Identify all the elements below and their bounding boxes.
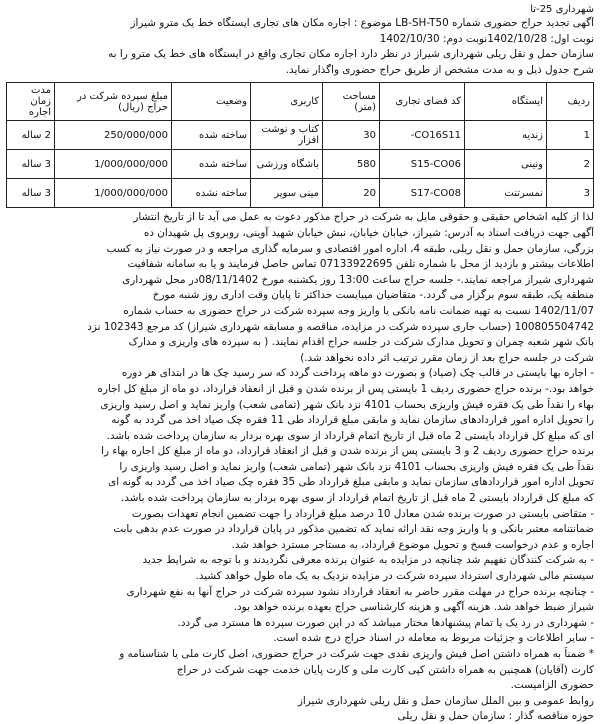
body-line: که مبلغ کل قرارداد بایستی 2 ماه قبل از تاریخ اتمام قرارداد از سوی بهره بردار به سازمان پرداخت شده باشد. xyxy=(120,492,594,505)
cell-row-no: 3 xyxy=(547,179,594,208)
cell-deposit: 1/000/000/000 xyxy=(55,150,172,179)
cell-lease-term: 2 ساله xyxy=(7,121,55,150)
body-line: حضوری الزامیست. xyxy=(510,679,594,692)
body-line: - به شرکت کنندگان تفهیم شد چنانچه در مزایده به عنوان برنده معرفی نگردیدند و با توجه به شرایط جدید xyxy=(142,554,594,567)
table-header-row xyxy=(7,83,594,121)
body-line: اجاره و عدم درخواست فسخ و تحویل موضوع قرارداد، به مستاجر مسترد خواهد شد. xyxy=(231,538,594,551)
body-line: اطلاعات بیشتر و بازدید از محل با شماره تلفن 07133922695 تماس حاصل فرمایند و یا به سامانه شفافیت xyxy=(127,258,594,271)
cell-status: ساخته شده xyxy=(172,150,251,179)
body-line: * ضمناً به همراه داشتن اصل فیش واریزی نقدی جهت شرکت در حراج حضوری، اصل کارت ملی یا شناسنامه و xyxy=(119,648,594,660)
cell-row-no: 1 xyxy=(547,121,594,150)
body-line: کارت (آقایان) همچنین به همراه داشتن کپی کارت ملی و کارت پایان خدمت جهت شرکت در حراج xyxy=(176,663,594,676)
body-line: - چنانچه برنده حراج در مهلت مقرر حاضر به انعقاد قرارداد نشود سپرده شرکت در حراج آنها به نفع شهرداری xyxy=(126,585,594,598)
body-line: برنده حراج حضوری ردیف 2 و 3 بایستی پس از برنده شدن و قبل از انعقاد قرارداد، دو ماه از مبلغ کل اجاره بهاء را xyxy=(101,445,594,458)
cell-status: ساخته نشده xyxy=(172,179,251,208)
col-header-row-no: ردیف xyxy=(547,83,594,121)
intro-text-2: شرح جدول ذیل و به مدت مشخص از طریق حراج حضوری واگذار نماید. xyxy=(285,63,594,76)
publication-dates: نوبت اول: 1402/10/28نوبت دوم: 1402/10/30 xyxy=(379,32,594,45)
body-line: 100805504742 (حساب جاری سپرده شرکت در مزایده، مناقصه و مسابقه شهرداری شیراز) کد مرجع 102343 نزد xyxy=(87,320,594,333)
col-header-status: وضعیت xyxy=(172,83,251,121)
table-row xyxy=(7,150,594,179)
cell-area: 580 xyxy=(323,150,380,179)
body-line: منطقه یک، طبقه سوم برگزار می گردد.- متقاضیان میبایست حداکثر تا پایان وقت اداری روز شنبه مورخ xyxy=(152,289,594,302)
cell-area: 20 xyxy=(323,179,380,208)
cell-lease-term: 3 ساله xyxy=(7,150,55,179)
cell-space-code: S15-CO06 xyxy=(380,150,465,179)
col-header-area: مساحت (متر) xyxy=(323,83,380,121)
cell-space-code: S17-CO08 xyxy=(380,179,465,208)
cell-status: ساخته شده xyxy=(172,121,251,150)
footer-public-relations: روابط عمومی و بین الملل سازمان حمل و نقل ریلی شهرداری شیراز xyxy=(297,694,594,707)
body-line: را تحویل اداره امور قراردادهای سازمان نماید و مابقی مبلغ قرارداد طی 11 فقره چک صیاد اخذ می گردد به گونه xyxy=(111,414,594,427)
body-line: - شهرداری در رد یک یا تمام پیشنهادها مختار میباشد که در این صورت سپرده ها مسترد می گردد. xyxy=(177,616,594,629)
col-header-station: ایستگاه xyxy=(465,83,547,121)
body-line: بانک شهر شعبه چمران و تحویل مدارک شرکت در جلسه حراج اقدام نمایند. ( به سپرده های واریزی و مدارک xyxy=(128,336,594,349)
body-line: نقداً طی یک فقره فیش واریزی بحساب 4101 نزد بانک شهر (تمامی شعب) واریز نماید و اصل رسید واریزی را xyxy=(119,460,594,473)
col-header-lease-term: مدت زمان اجاره xyxy=(7,83,55,121)
col-header-space-code: کد فضای تجاری xyxy=(380,83,465,121)
body-line: شرکت در جلسه حراج بعد از زمان مقرر ترتیب اثر داده نخواهد شد.) xyxy=(300,351,594,364)
cell-station: نمسرتنت xyxy=(465,179,547,208)
body-line: شهرداری شیراز مراجعه نمایند.- جلسه حراج ساعت 13:00 روز یکشنبه مورخ 08/11/1402در محل شهرداری xyxy=(122,273,594,286)
col-header-usage: کاربری xyxy=(251,83,323,121)
commercial-spaces-table xyxy=(6,82,594,208)
cell-station: زندیه xyxy=(465,121,547,150)
notice-body xyxy=(6,210,594,693)
body-line: خواهد بود.- برنده حراج حضوری ردیف 1 بایستی پس از برنده شدن و قبل از انعقاد قرارداد، دو ماه از مبلغ کل اجاره xyxy=(97,382,594,395)
body-line: - سایر اطلاعات و جزئیات مربوط به معامله در اسناد حراج درج شده است. xyxy=(273,632,594,645)
body-line: لذا از کلیه اشخاص حقیقی و حقوقی مایل به شرکت در حراج مذکور دعوت به عمل می آید تا از تاریخ انتشار xyxy=(133,211,594,224)
body-line: شیراز ضبط خواهد شد. هزینه آگهی و هزینه کارشناسی حراج بعهده برنده خواهد بود. xyxy=(233,601,594,614)
body-line: آگهی جهت دریافت اسناد به آدرس: شیراز، خیابان خیابان، نبش خیابان شهید آوینی، روبروی پل شهیدان ده xyxy=(143,226,594,239)
body-line: - اجاره بها بایستی در قالب چک (صیاد) و بصورت دو ماهه پرداخت گردد که سر رسید چک ها در ابتدای هر دوره xyxy=(121,367,594,380)
cell-deposit: 1/000/000/000 xyxy=(55,179,172,208)
notice-title: آگهی تجدید حراج حضوری شماره LB-SH-T50 موضوع : اجاره مکان های تجاری ایستگاه خط یک مترو شیراز xyxy=(130,17,594,29)
table-row xyxy=(7,121,594,150)
cell-space-code: CO16S11- xyxy=(380,121,465,150)
body-line: - متقاضی بایستی در صورت برنده شدن معادل 10 درصد مبلغ قرارداد را جهت تضمین انجام تعهدات بصورت xyxy=(131,507,594,520)
cell-station: ونینی xyxy=(465,150,547,179)
cell-row-no: 2 xyxy=(547,150,594,179)
cell-usage: باشگاه ورزشی xyxy=(251,150,323,179)
body-line: ضمانتنامه معتبر بانکی و یا واریز وجه نقد ارائه نماید که تضمین مذکور در پایان قرارداد در صورت عدم بدهی بابت xyxy=(113,523,594,536)
header-top: شهرداری 25-تا xyxy=(530,4,594,15)
body-line: 1402/11/07 نسبت به تهیه ضمانت نامه بانکی یا واریز وجه سپرده شرکت در حراج حضوری به حساب شماره xyxy=(123,304,594,317)
body-line: ای که مبلغ کل قرارداد بایستی 2 ماه قبل از تاریخ اتمام قرارداد از سوی بهره بردار به سازمان پرداخت شده باشد. xyxy=(106,429,594,442)
cell-lease-term: 3 ساله xyxy=(7,179,55,208)
cell-deposit: 250/000/000 xyxy=(55,121,172,150)
cell-area: 30 xyxy=(323,121,380,150)
cell-usage: مینی سوپر xyxy=(251,179,323,208)
cell-usage: کتاب و نوشت افزار xyxy=(251,121,323,150)
body-line: تحویل اداره امور قراردادهای سازمان نماید و مابقی مبلغ قرارداد طی 35 فقره چک صیاد اخذ می گردد به گونه ای xyxy=(108,476,594,489)
body-line: سیستم مالی شهرداری استرداد سپرده شرکت در مزایده نزدیک به یک ماه طول خواهد کشید. xyxy=(195,570,594,583)
footer-tender-party: حوزه مناقصه گذار : سازمان حمل و نقل ریلی xyxy=(397,709,594,722)
table-row xyxy=(7,179,594,208)
col-header-deposit: مبلغ سپرده شرکت در حراج (ریال) xyxy=(55,83,172,121)
body-line: بهاء را نقداً طی یک فقره فیش واریزی بحساب 4101 نزد بانک شهر (تمامی شعب) واریز نماید و اصل رسید واریزی xyxy=(100,398,594,411)
intro-text-1: سازمان حمل و نقل ریلی شهرداری شیراز در نظر دارد اجاره مکان تجاری واقع در ایستگاه های خط یک مترو را به xyxy=(108,48,594,61)
body-line: بزرگی، سازمان حمل و نقل ریلی، طبقه 4، اداره امور اقتصادی و سرمایه گذاری مراجعه و در صورت نیاز به کسب xyxy=(106,242,594,255)
